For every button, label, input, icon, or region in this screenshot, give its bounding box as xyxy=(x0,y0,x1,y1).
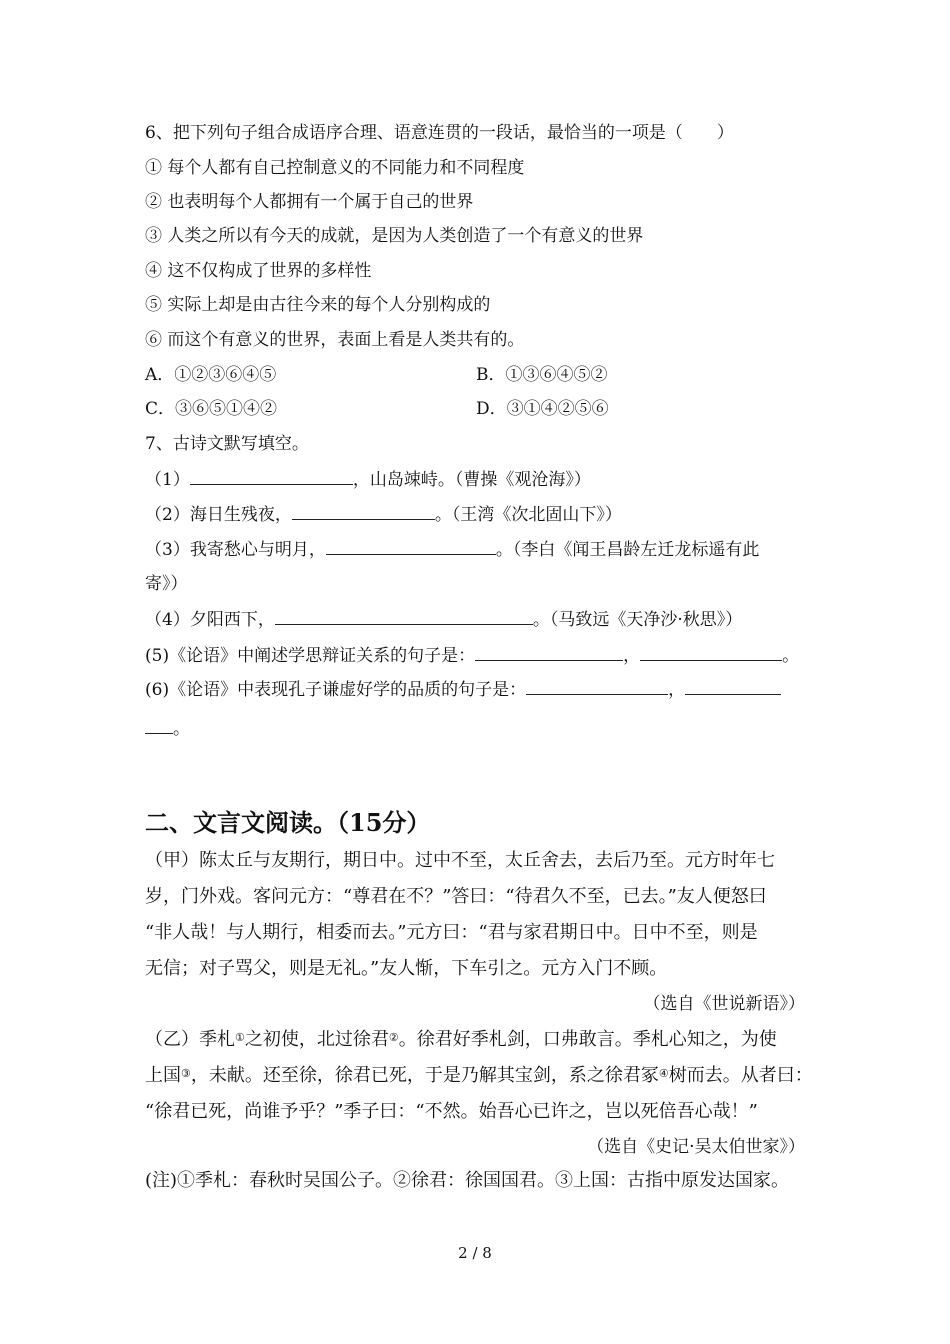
passage-notes: (注)①季札：春秋时吴国公子。②徐君：徐国国君。③上国：古指中原发达国家。 xyxy=(145,1170,790,1191)
q7-item-6-blank-1[interactable] xyxy=(526,679,668,695)
yi-l1-b: 之初使，北过徐君 xyxy=(244,1029,389,1050)
q7-item-3-pre: （3）我寄愁心与明月， xyxy=(145,540,326,560)
footnote-ref-2: ② xyxy=(388,1031,399,1044)
q7-item-6-blank-2[interactable] xyxy=(685,679,781,695)
q7-item-2-pre: （2）海日生残夜， xyxy=(145,505,292,525)
q7-item-6-blank-2-cont[interactable] xyxy=(145,718,173,734)
q7-item-5-sep: ， xyxy=(623,646,641,666)
q7-item-6-sep: ， xyxy=(668,680,686,700)
q7-item-6 xyxy=(145,679,781,700)
q7-item-1 xyxy=(145,469,591,490)
q7-item-6-end: 。 xyxy=(173,719,190,739)
footnote-ref-1: ① xyxy=(235,1031,245,1044)
q6-option-d: D．③①④②⑤⑥ xyxy=(476,399,609,419)
yi-l2-a: 上国 xyxy=(145,1065,181,1086)
q7-item-5-blank-1[interactable] xyxy=(475,645,623,661)
passage-jia-source: （选自《世说新语》） xyxy=(643,994,805,1014)
q6-stem: 6、把下列句子组合成语序合理、语意连贯的一段话，最恰当的一项是（ ） xyxy=(145,123,734,143)
q7-item-3-blank[interactable] xyxy=(326,539,496,555)
q7-item-2-post: 。（王湾《次北固山下》） xyxy=(434,505,622,525)
passage-jia-line-3: “非人哉！与人期行，相委而去。”元方曰：“君与家君期日中。日中不至，则是 xyxy=(145,922,758,943)
q7-item-6-continued xyxy=(145,718,190,739)
q6-sentence-1: ① 每个人都有自己控制意义的不同能力和不同程度 xyxy=(145,158,525,178)
yi-l1-a: （乙）季札 xyxy=(145,1029,235,1050)
passage-yi-line-1 xyxy=(145,1029,777,1051)
q7-item-4 xyxy=(145,609,742,630)
q7-item-5-blank-2[interactable] xyxy=(640,645,782,661)
q7-item-4-blank[interactable] xyxy=(275,609,533,625)
page-number: 2 / 8 xyxy=(458,1244,492,1262)
q7-item-1-post: ，山岛竦峙。（曹操《观沧海》） xyxy=(352,470,591,490)
section-2-heading: 二、文言文阅读。（15分） xyxy=(145,808,431,837)
q7-item-3-continued: 寄》） xyxy=(145,574,188,594)
q6-option-b: B．①③⑥④⑤② xyxy=(476,365,608,385)
passage-yi-line-2 xyxy=(145,1065,813,1087)
yi-l2-c: 树而去。从者曰： xyxy=(668,1065,813,1086)
q6-sentence-2: ② 也表明每个人都拥有一个属于自己的世界 xyxy=(145,192,474,212)
q6-sentence-5: ⑤ 实际上却是由古往今来的每个人分别构成的 xyxy=(145,295,491,315)
q7-stem: 7、古诗文默写填空。 xyxy=(145,434,309,454)
q7-item-3 xyxy=(145,539,759,560)
yi-l1-c: 。徐君好季札剑，口弗敢言。季札心知之，为使 xyxy=(398,1029,777,1050)
q7-item-4-post: 。（马致远《天净沙·秋思》） xyxy=(532,610,743,630)
passage-jia-line-4: 无信；对子骂父，则是无礼。”友人惭，下车引之。元方入门不顾。 xyxy=(145,958,668,979)
q7-item-2 xyxy=(145,504,622,525)
q6-option-a: A．①②③⑥④⑤ xyxy=(145,365,277,385)
q7-item-1-blank[interactable] xyxy=(190,469,353,485)
q7-item-2-blank[interactable] xyxy=(292,504,435,520)
q7-item-6-pre: (6)《论语》中表现孔子谦虚好学的品质的句子是： xyxy=(145,680,527,700)
passage-jia-line-2: 岁，门外戏。客问元方：“尊君在不？”答曰：“待君久不至，已去。”友人便怒曰 xyxy=(145,886,767,907)
passage-jia-line-1: （甲）陈太丘与友期行，期日中。过中不至，太丘舍去，去后乃至。元方时年七 xyxy=(145,850,775,871)
footnote-ref-3: ③ xyxy=(181,1067,191,1080)
q7-item-1-pre: （1） xyxy=(145,470,190,490)
q6-sentence-4: ④ 这不仅构成了世界的多样性 xyxy=(145,261,372,281)
q6-sentence-3: ③ 人类之所以有今天的成就，是因为人类创造了一个有意义的世界 xyxy=(145,226,644,246)
q6-sentence-6: ⑥ 而这个有意义的世界，表面上看是人类共有的。 xyxy=(145,330,525,350)
q7-item-5-end: 。 xyxy=(782,646,800,666)
q7-item-5-pre: (5)《论语》中阐述学思辩证关系的句子是： xyxy=(145,646,476,666)
q7-item-4-pre: （4）夕阳西下， xyxy=(145,610,275,630)
passage-yi-line-3: “徐君已死，尚谁予乎？”季子曰：“不然。始吾心已许之，岂以死倍吾心哉！” xyxy=(145,1101,758,1122)
footnote-ref-4: ④ xyxy=(658,1067,669,1080)
q7-item-3-post: 。（李白《闻王昌龄左迁龙标遥有此 xyxy=(495,540,760,560)
passage-yi-source: （选自《史记·吴太伯世家》） xyxy=(587,1137,805,1157)
q6-option-c: C．③⑥⑤①④② xyxy=(145,399,278,419)
yi-l2-b: ，未献。还至徐，徐君已死，于是乃解其宝剑，系之徐君冢 xyxy=(190,1065,659,1086)
q7-item-5 xyxy=(145,645,799,666)
